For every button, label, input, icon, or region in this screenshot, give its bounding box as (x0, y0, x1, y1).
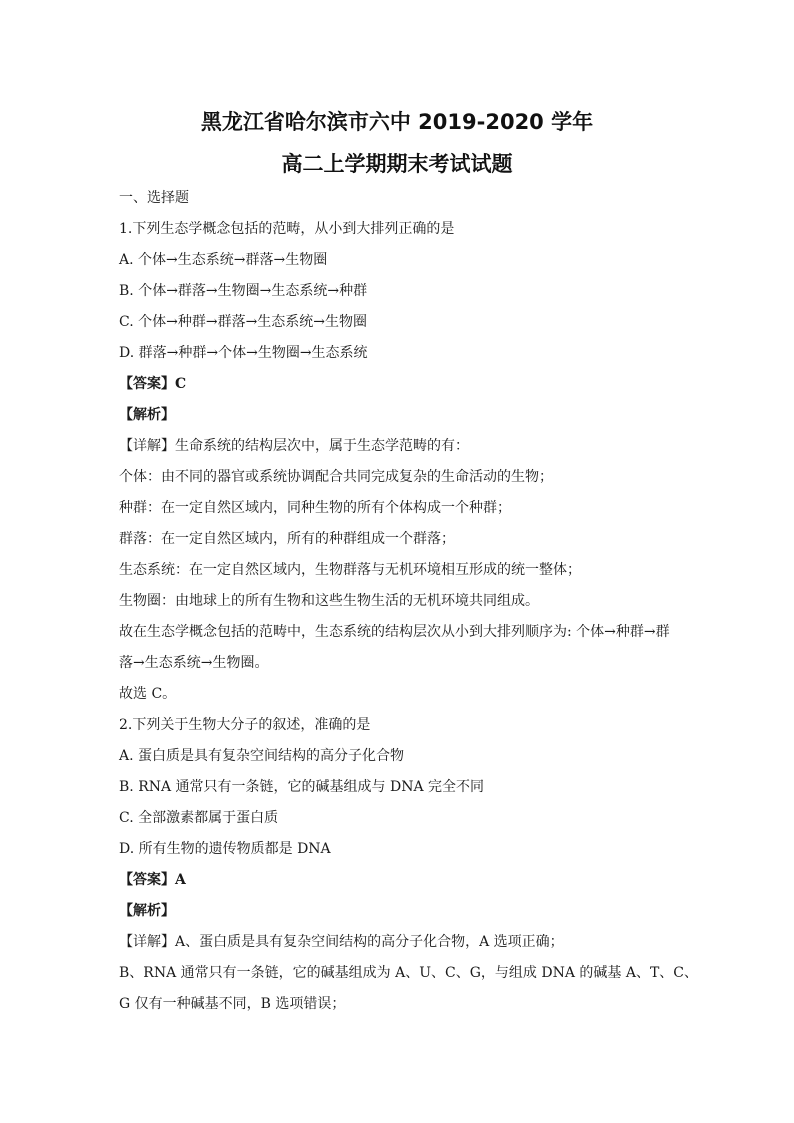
q1-option-d: D. 群落→种群→个体→生物圈→生态系统 (119, 345, 368, 361)
q1-detail-line: 生物圈：由地球上的所有生物和这些生物生活的无机环境共同组成。 (119, 593, 539, 609)
q2-option-a: A. 蛋白质是具有复杂空间结构的高分子化合物 (119, 748, 405, 764)
section-heading: 一、选择题 (119, 190, 189, 206)
q1-analysis-label: 【解析】 (119, 407, 175, 423)
q1-answer: 【答案】C (119, 376, 187, 392)
q1-conclusion: 故选 C。 (119, 686, 177, 702)
q2-detail-line: G 仅有一种碱基不同，B 选项错误； (119, 996, 346, 1012)
q1-stem: 1.下列生态学概念包括的范畴，从小到大排列正确的是 (119, 221, 455, 237)
q1-detail-line: 【详解】生命系统的结构层次中，属于生态学范畴的有： (119, 438, 469, 454)
q2-option-d: D. 所有生物的遗传物质都是 DNA (119, 841, 331, 857)
q2-stem: 2.下列关于生物大分子的叙述，准确的是 (119, 717, 371, 733)
document-body (119, 183, 698, 1020)
q2-option-c: C. 全部激素都属于蛋白质 (119, 810, 279, 826)
q1-detail-line: 生态系统：在一定自然区域内，生物群落与无机环境相互形成的统一整体； (119, 562, 581, 578)
q1-detail-line: 故在生态学概念包括的范畴中，生态系统的结构层次从小到大排列顺序为: 个体→种群→群 (119, 624, 670, 640)
q1-option-b: B. 个体→群落→生物圈→生态系统→种群 (119, 283, 368, 299)
q1-detail-line: 个体：由不同的器官或系统协调配合共同完成复杂的生命活动的生物； (119, 469, 553, 485)
q2-option-b: B. RNA 通常只有一条链，它的碱基组成与 DNA 完全不同 (119, 779, 485, 795)
q1-detail-line: 群落：在一定自然区域内，所有的种群组成一个群落； (119, 531, 455, 547)
q1-option-c: C. 个体→种群→群落→生态系统→生物圈 (119, 314, 368, 330)
q2-detail-line: 【详解】A、蛋白质是具有复杂空间结构的高分子化合物，A 选项正确； (119, 934, 564, 950)
q1-detail-line: 种群：在一定自然区域内，同种生物的所有个体构成一个种群； (119, 500, 511, 516)
doc-title-line-2: 高二上学期期末考试试题 (281, 152, 513, 176)
q1-option-a: A. 个体→生态系统→群落→生物圈 (119, 252, 328, 268)
q2-answer: 【答案】A (119, 872, 186, 888)
q1-detail-line: 落→生态系统→生物圈。 (119, 655, 269, 671)
q2-analysis-label: 【解析】 (119, 903, 175, 919)
doc-title-line-1: 黑龙江省哈尔滨市六中 2019-2020 学年 (200, 110, 594, 134)
q2-detail-line: B、RNA 通常只有一条链，它的碱基组成为 A、U、C、G，与组成 DNA 的碱基 A、T、C、 (119, 965, 698, 981)
